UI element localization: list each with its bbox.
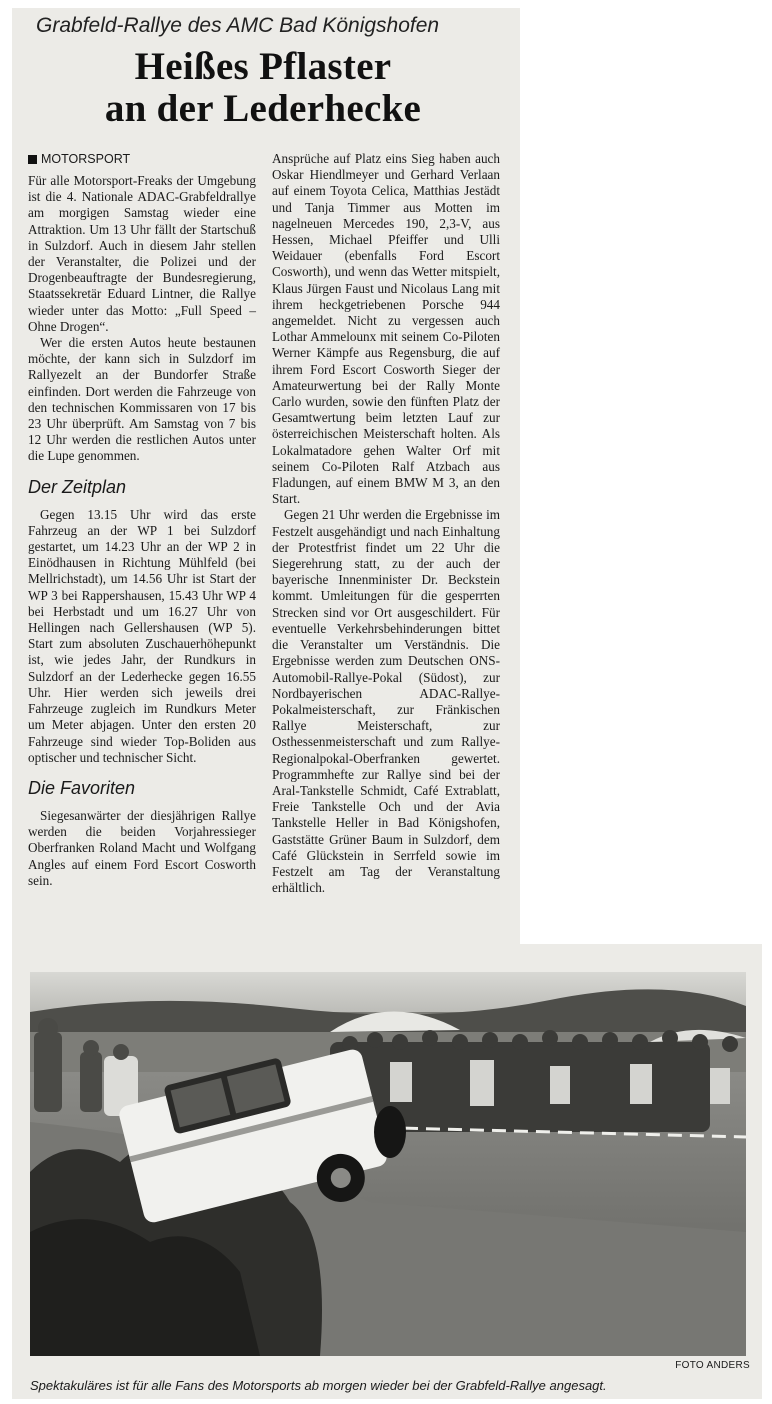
rubric [28, 151, 256, 167]
article-headline [20, 46, 506, 130]
paragraph: Gegen 21 Uhr werden die Ergebnisse im Festzelt ausgehändigt und nach Einhaltung der Protestfrist findet um 22 Uhr die Siegerehrung statt, zu der auch der bayerische Innenminister Dr. Beckstein kommt. Umleitungen für die gesperrten Strecken sind vor Ort ausgeschildert. Für eventuelle Verkehrsbehinderungen bittet die Veranstalter um Verständnis. Die Ergebnisse werden zum Deutschen ONS-Automobil-Rallye-Pokal (Südost), zur Nordbayerischen ADAC-Rallye-Pokalmeisterschaft, zur Fränkischen Rallye Meisterschaft, zur Osthessenmeisterschaft und zum Rallye-Regionalpokal-Oberfranken gewertet. Programmhefte zur Rallye sind bei der Aral-Tankstelle Schmidt, Café Extrablatt, Freie Tankstelle Och und der Avia Tankstelle Heller in Bad Königshofen, Gaststätte Grüner Baum in Sulzdorf, dem Café Glückstein in Serrfeld sowie im Festzelt am Tag der Veranstaltung erhältlich. [272, 507, 500, 896]
article-column-right [272, 151, 500, 896]
paragraph: Wer die ersten Autos heute bestaunen möchte, der kann sich in Sulzdorf im Rallyezelt an der Bundorfer Straße einfinden. Dort werden die Fahrzeuge von den technischen Kommissaren von 17 bis 23 Uhr überprüft. Am Samstag von 7 bis 12 Uhr werden die restlichen Autos unter die Lupe genommen. [28, 335, 256, 464]
article-kicker: Grabfeld-Rallye des AMC Bad Königshofen [36, 14, 440, 37]
paragraph: Siegesanwärter der diesjährigen Rallye werden die beiden Vorjahressieger Oberfranken Roland Macht und Wolfgang Angles auf einem Ford Escort Cosworth sein. [28, 807, 256, 888]
photo-caption: Spektakuläres ist für alle Fans des Motorsports ab morgen wieder bei der Grabfeld-Rallye angesagt. [30, 1378, 607, 1393]
headline-line-2: an der Lederhecke [104, 87, 422, 130]
subhead-zeitplan: Der Zeitplan [28, 476, 127, 497]
photo-credit: FOTO ANDERS [675, 1360, 750, 1371]
article-column-left [28, 151, 256, 889]
rally-photo [30, 972, 746, 1356]
paragraph: Für alle Motorsport-Freaks der Umgebung ist die 4. Nationale ADAC-Grabfeldrallye am morgigen Samstag wieder eine Attraktion. Um 13 Uhr fällt der Startschuß in Sulzdorf. Auch in diesem Jahr stellen der Veranstalter, die Polizei und der Drogenbeauftragte der Bundesregierung, Staatssekretär Eduard Lintner, die Rallye wieder unter das Motto: „Full Speed – Ohne Drogen“. [28, 173, 256, 334]
rubric-label: MOTORSPORT [41, 152, 131, 166]
paragraph: Ansprüche auf Platz eins Sieg haben auch Oskar Hiendlmeyer und Gerhard Verlaan auf einem Toyota Celica, Matthias Jestädt und Tanja Timmer aus Motten im nagelneuen Mercedes 190, 2,3-V, aus Hessen, Michael Pfeiffer und Ulli Weidauer (ebenfalls Ford Escort Cosworth), und wenn das Wetter mitspielt, Klaus Jürgen Faust und Nicolaus Lang mit ihrem heckgetriebenen Porsche 944 angemeldet. Nicht zu vergessen auch Lothar Ammelounx mit seinem Co-Piloten Werner Kämpfe aus Regensburg, die auf ihrem Ford Escort Cosworth Sieger der Amateurwertung bei der Rally Monte Carlo wurden, sowie den fünften Platz der Gesamtwertung beim letzten Lauf zur österreichischen Meisterschaft holten. Als Lokalmatadore gehen Walter Orf mit seinem Co-Piloten Ralf Atzbach aus Fladungen, auf einem BMW M 3, an den Start. [272, 151, 500, 507]
headline-line-1: Heißes Pflaster [134, 45, 392, 88]
paragraph: Gegen 13.15 Uhr wird das erste Fahrzeug an der WP 1 bei Sulzdorf gestartet, um 14.23 Uhr an der WP 2 in Einödhausen in Richtung Mühlfeld (bei Mellrichstadt), um 14.56 Uhr ist Start der WP 3 bei Rappershausen, 15.43 Uhr WP 4 bei Herbstadt und um 16.27 Uhr von Hellingen nach Gellershausen (WP 5). Start zum absoluten Zuschauerhöhepunkt ist, wie jedes Jahr, der Rundkurs in Sulzdorf an der Lederhecke gegen 16.55 Uhr. Hier werden sich jeweils drei Fahrzeuge zugleich im Rundkurs Meter um Meter abjagen. Unter den ersten 20 Fahrzeuge sind wieder Top-Boliden aus optischer und technischer Sicht. [28, 506, 256, 765]
rally-car-photo-illustration [30, 972, 746, 1356]
subhead-favoriten: Die Favoriten [28, 777, 136, 798]
square-bullet-icon [28, 155, 37, 164]
